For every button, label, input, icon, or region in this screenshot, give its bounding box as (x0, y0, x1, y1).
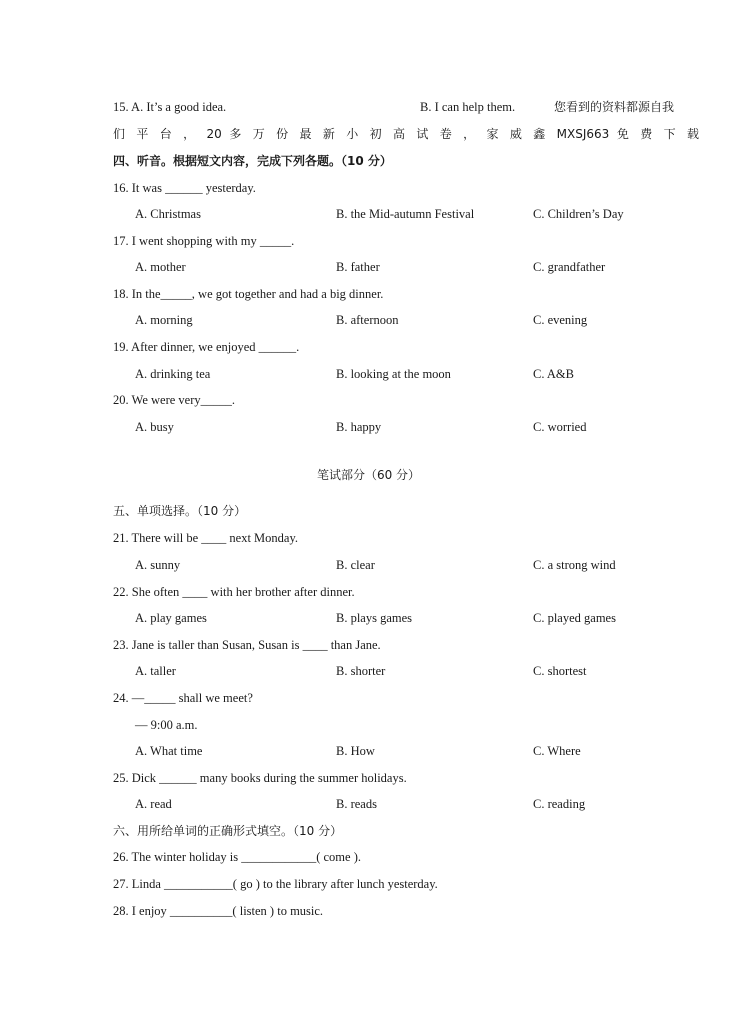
ad-text-line1: 您看到的资料都源自我 (554, 100, 675, 114)
question-23-stem (0, 635, 737, 655)
option-a: A. drinking tea (135, 367, 211, 381)
option-a: 15. A. It’s a good idea. (113, 100, 227, 114)
question-21-options (0, 555, 737, 575)
option-c: C. played games (533, 611, 616, 625)
question-22-stem (0, 582, 737, 602)
question-stem: 25. Dick ______ many books during the summer holidays. (113, 771, 407, 785)
option-b: B. I can help them. (420, 100, 516, 114)
option-b: B. father (336, 260, 380, 274)
question-26 (0, 847, 737, 867)
option-a: A. taller (135, 664, 176, 678)
question-stem: 19. After dinner, we enjoyed ______. (113, 340, 300, 354)
question-19-options (0, 364, 737, 384)
ad-text-line2: 们 平 台 ， 20 多 万 份 最 新 小 初 高 试 卷 ， 家 威 鑫 MXSJ663 免 费 下 载 (113, 127, 699, 141)
option-b: B. afternoon (336, 313, 399, 327)
question-stem: 20. We were very_____. (113, 393, 235, 407)
question-stem: 28. I enjoy __________( listen ) to music. (113, 904, 324, 918)
option-b: B. looking at the moon (336, 367, 451, 381)
question-17-stem (0, 231, 737, 251)
option-a: A. sunny (135, 558, 181, 572)
question-25-options (0, 794, 737, 814)
question-stem: 22. She often ____ with her brother after dinner. (113, 585, 355, 599)
written-part-heading (0, 465, 737, 485)
question-stem: 17. I went shopping with my _____. (113, 234, 295, 248)
question-stem: 23. Jane is taller than Susan, Susan is ____ than Jane. (113, 638, 381, 652)
option-b: B. How (336, 744, 375, 758)
question-25-stem (0, 768, 737, 788)
question-22-options (0, 608, 737, 628)
section-5-heading (0, 501, 737, 521)
question-24-reply (0, 715, 737, 735)
question-21-stem (0, 528, 737, 548)
question-stem: 24. —_____ shall we meet? (113, 691, 253, 705)
question-15 (0, 97, 737, 117)
option-a: A. mother (135, 260, 186, 274)
option-b: B. happy (336, 420, 382, 434)
option-a: A. What time (135, 744, 203, 758)
option-c: C. Where (533, 744, 581, 758)
question-28 (0, 901, 737, 921)
option-a: A. play games (135, 611, 207, 625)
question-stem: 16. It was ______ yesterday. (113, 181, 256, 195)
option-c: C. A&B (533, 367, 574, 381)
option-c: C. a strong wind (533, 558, 616, 572)
question-stem: 21. There will be ____ next Monday. (113, 531, 299, 545)
option-b: B. reads (336, 797, 377, 811)
option-b: B. the Mid-autumn Festival (336, 207, 475, 221)
question-17-options (0, 257, 737, 277)
section-title: 五、单项选择。（10 分） (113, 504, 247, 518)
option-c: C. worried (533, 420, 587, 434)
question-stem: 18. In the_____, we got together and had a big dinner. (113, 287, 384, 301)
question-18-stem (0, 284, 737, 304)
option-c: C. Children’s Day (533, 207, 624, 221)
option-a: A. Christmas (135, 207, 201, 221)
question-23-options (0, 661, 737, 681)
option-c: C. grandfather (533, 260, 606, 274)
question-stem: 26. The winter holiday is ____________( come ). (113, 850, 361, 864)
question-20-options (0, 417, 737, 437)
question-27 (0, 874, 737, 894)
option-c: C. reading (533, 797, 586, 811)
question-stem: 27. Linda ___________( go ) to the library after lunch yesterday. (113, 877, 438, 891)
option-b: B. shorter (336, 664, 386, 678)
question-19-stem (0, 337, 737, 357)
section-title: 六、用所给单词的正确形式填空。（10 分） (113, 824, 343, 838)
section-6-heading (0, 821, 737, 841)
section-title: 四、听音。根据短文内容，完成下列各题。（10 分） (113, 154, 392, 168)
option-c: C. evening (533, 313, 588, 327)
question-18-options (0, 310, 737, 330)
option-b: B. clear (336, 558, 375, 572)
ad-line (0, 124, 737, 144)
question-16-options (0, 204, 737, 224)
option-c: C. shortest (533, 664, 587, 678)
dialogue-reply: — 9:00 a.m. (135, 718, 198, 732)
question-16-stem (0, 178, 737, 198)
option-a: A. read (135, 797, 172, 811)
section-4-heading (0, 151, 737, 171)
option-a: A. busy (135, 420, 174, 434)
question-24-stem (0, 688, 737, 708)
option-b: B. plays games (336, 611, 413, 625)
question-20-stem (0, 390, 737, 410)
question-24-options (0, 741, 737, 761)
part-title: 笔试部分（60 分） (316, 468, 421, 482)
option-a: A. morning (135, 313, 193, 327)
